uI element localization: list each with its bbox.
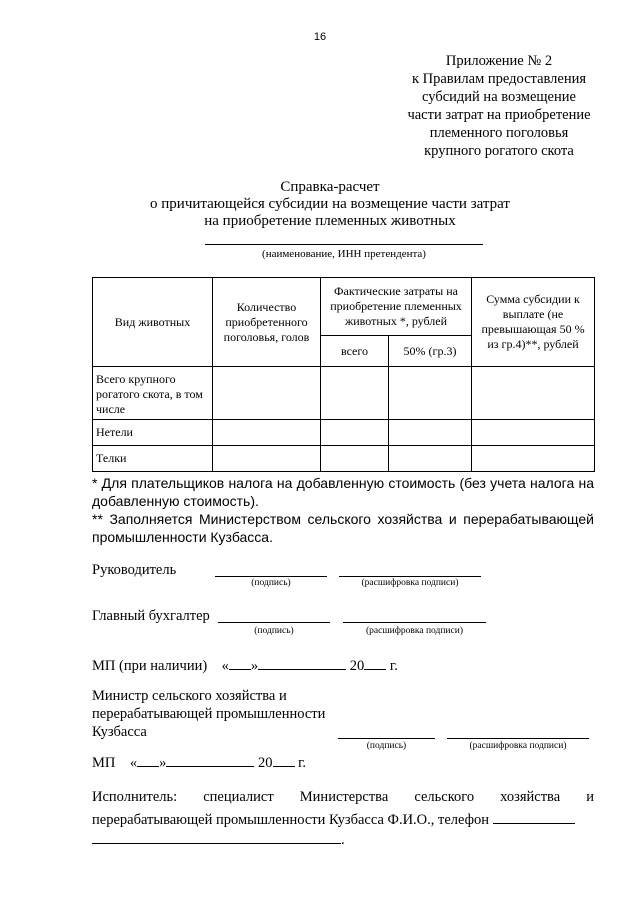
- applicant-name-line: [205, 244, 483, 245]
- executor-line-3: [92, 829, 345, 849]
- row-label: Нетели: [93, 420, 213, 446]
- phone-blank: [493, 809, 575, 824]
- appendix-line: Приложение № 2: [445, 53, 553, 69]
- row-label: Всего крупного рогатого скота, в том числе: [93, 367, 213, 420]
- appendix-header: [385, 52, 613, 160]
- table-row: [93, 446, 595, 472]
- header-animal-type: Вид животных: [93, 278, 213, 367]
- month-blank: [258, 655, 346, 670]
- appendix-line: крупного рогатого скота: [424, 143, 574, 159]
- document-title: [60, 179, 600, 230]
- minister-line: перерабатывающей промышленности: [92, 706, 326, 722]
- row-label: Телки: [93, 446, 213, 472]
- appendix-line: субсидий на возмещение: [422, 89, 576, 105]
- table-cell: [472, 446, 595, 472]
- table-cell: [472, 367, 595, 420]
- table-cell: [321, 367, 389, 420]
- head-signature-line: [215, 576, 327, 577]
- year-prefix: 20: [349, 658, 365, 674]
- decoding-caption: (расшифровка подписи): [361, 578, 459, 588]
- table-cell: [213, 420, 321, 446]
- date-open: «: [221, 658, 229, 674]
- decoding-caption: (расшифровка подписи): [366, 626, 463, 636]
- executor-word: хозяйства: [500, 789, 561, 805]
- year-suffix: г.: [386, 658, 398, 674]
- page-number: 16: [313, 31, 327, 43]
- mp-date-line: [92, 655, 398, 675]
- title-line: о причитающейся субсидии на возмещение части затрат: [150, 196, 510, 212]
- day-blank: [137, 752, 159, 767]
- table-cell: [389, 446, 472, 472]
- executor-line-1: [92, 789, 594, 806]
- title-line: Справка-расчет: [280, 179, 380, 195]
- signature-caption: (подпись): [251, 578, 291, 588]
- header-actual-costs: Фактические затраты на приобретение племенных животных *, рублей: [321, 278, 472, 336]
- head-decoding-line: [339, 576, 481, 577]
- minister-decoding-line: [447, 738, 589, 739]
- footnote-ministry: ** Заполняется Министерством сельского хозяйства и перерабатывающей промышленности Кузбасса.: [92, 511, 594, 545]
- mp-optional-label: МП (при наличии): [92, 658, 208, 674]
- year-blank: [364, 655, 386, 670]
- year-prefix: 20: [258, 755, 273, 771]
- day-blank: [229, 655, 251, 670]
- executor-line-2: [92, 809, 575, 829]
- mp-label: МП: [92, 755, 116, 771]
- signature-caption: (подпись): [254, 626, 294, 636]
- date-close: »: [159, 755, 167, 771]
- executor-blank: [92, 829, 341, 844]
- header-quantity: Количество приобретенного поголовья, голов: [213, 278, 321, 367]
- title-line: на приобретение племенных животных: [204, 213, 456, 229]
- table-cell: [213, 367, 321, 420]
- accountant-decoding-line: [343, 622, 486, 623]
- appendix-line: к Правилам предоставления: [411, 71, 587, 87]
- table-row: [93, 420, 595, 446]
- executor-word: специалист: [203, 789, 274, 805]
- executor-word: Министерства: [299, 789, 389, 805]
- executor-word: и: [586, 789, 594, 805]
- table-cell: [321, 446, 389, 472]
- year-suffix: г.: [298, 755, 307, 771]
- header-half: 50% (гр.3): [389, 336, 472, 367]
- mp-date-line-2: [92, 752, 306, 772]
- head-label: Руководитель: [92, 562, 177, 578]
- minister-signature-line: [338, 738, 435, 739]
- minister-line: Министр сельского хозяйства и: [92, 688, 287, 704]
- date-close: »: [250, 658, 259, 674]
- header-total: всего: [321, 336, 389, 367]
- year-blank: [273, 752, 295, 767]
- calculation-table: [92, 277, 595, 472]
- table-row: [93, 367, 595, 420]
- footnote-vat: * Для плательщиков налога на добавленную стоимость (без учета налога на добавленную стоимость).: [92, 475, 594, 509]
- month-blank: [166, 752, 254, 767]
- table-cell: [389, 367, 472, 420]
- table-cell: [472, 420, 595, 446]
- appendix-line: части затрат на приобретение: [407, 107, 591, 123]
- executor-end: .: [341, 832, 345, 848]
- accountant-label: Главный бухгалтер: [92, 608, 210, 624]
- table-cell: [321, 420, 389, 446]
- executor-label: Исполнитель:: [92, 789, 178, 805]
- executor-line-2-text: перерабатывающей промышленности Кузбасса Ф.И.О., телефон: [92, 812, 490, 828]
- signature-caption: (подпись): [366, 741, 407, 751]
- appendix-line: племенного поголовья: [429, 125, 569, 141]
- date-open: «: [129, 755, 138, 771]
- minister-label: [92, 687, 325, 741]
- minister-line: Кузбасса: [92, 724, 147, 740]
- table-cell: [389, 420, 472, 446]
- executor-word: сельского: [414, 789, 475, 805]
- decoding-caption: (расшифровка подписи): [469, 741, 567, 751]
- applicant-caption: (наименование, ИНН претендента): [262, 248, 426, 260]
- header-subsidy: Сумма субсидии к выплате (не превышающая 50 % из гр.4)**, рублей: [472, 278, 595, 367]
- accountant-signature-line: [218, 622, 330, 623]
- table-cell: [213, 446, 321, 472]
